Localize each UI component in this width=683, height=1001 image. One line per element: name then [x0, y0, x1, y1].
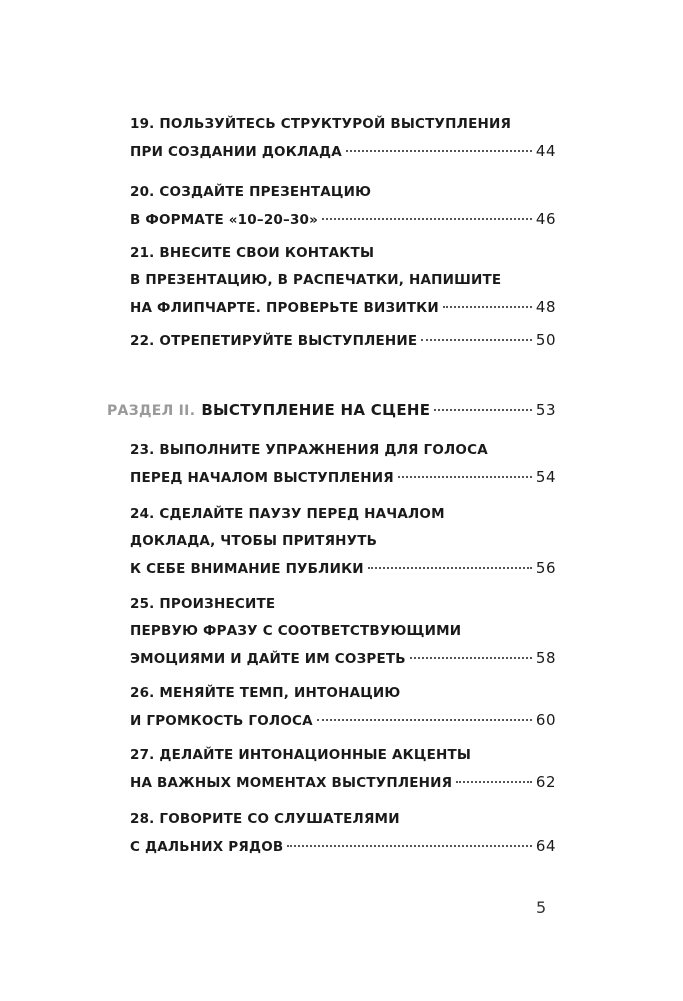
dot-leader — [443, 306, 532, 308]
dot-leader — [346, 150, 532, 152]
toc-entry-page-number: 44 — [535, 142, 556, 160]
toc-entry-last-line — [130, 327, 556, 354]
dot-leader — [456, 781, 532, 783]
toc-entry-title-line: ПЕРВУЮ ФРАЗУ С СООТВЕТСТВУЮЩИМИ — [130, 623, 462, 639]
toc-section-line — [107, 397, 556, 424]
toc-entry-last-line — [130, 555, 556, 582]
dot-leader — [421, 339, 532, 341]
section-label: РАЗДЕЛ II. — [107, 403, 196, 419]
toc-entry-page-number: 64 — [535, 837, 556, 855]
toc-entry-title-line: 26. МЕНЯЙТЕ ТЕМП, ИНТОНАЦИЮ — [130, 685, 401, 701]
toc-entry-page-number: 60 — [535, 711, 556, 729]
toc-entry-title-line: ПЕРЕД НАЧАЛОМ ВЫСТУПЛЕНИЯ — [130, 470, 394, 486]
toc-entry-page-number: 48 — [535, 298, 556, 316]
toc-entry-title-line: 22. ОТРЕПЕТИРУЙТЕ ВЫСТУПЛЕНИЕ — [130, 333, 418, 349]
toc-entry-title-line: 28. ГОВОРИТЕ СО СЛУШАТЕЛЯМИ — [130, 811, 400, 827]
toc-entry-title-line: С ДАЛЬНИХ РЯДОВ — [130, 839, 284, 855]
toc-entry-title-line: 24. СДЕЛАЙТЕ ПАУЗУ ПЕРЕД НАЧАЛОМ — [130, 506, 445, 522]
toc-entry — [130, 806, 556, 860]
toc-entry — [130, 111, 556, 165]
toc-entry-last-line — [130, 769, 556, 796]
toc-entry-title-line: ЭМОЦИЯМИ И ДАЙТЕ ИМ СОЗРЕТЬ — [130, 651, 406, 667]
toc-entry-page-number: 56 — [535, 559, 556, 577]
dot-leader — [368, 567, 532, 569]
section-page-number: 53 — [535, 401, 556, 419]
toc-entry-last-line — [130, 833, 556, 860]
toc-entry-last-line — [130, 206, 556, 233]
toc-entry-title-line: 19. ПОЛЬЗУЙТЕСЬ СТРУКТУРОЙ ВЫСТУПЛЕНИЯ — [130, 116, 512, 132]
toc-entry-title-line: 27. ДЕЛАЙТЕ ИНТОНАЦИОННЫЕ АКЦЕНТЫ — [130, 747, 472, 763]
toc-entry-page-number: 46 — [535, 210, 556, 228]
toc-entry — [130, 179, 556, 233]
toc-entry — [130, 680, 556, 734]
toc-entry — [130, 327, 556, 354]
toc-entry-title-line: НА ВАЖНЫХ МОМЕНТАХ ВЫСТУПЛЕНИЯ — [130, 775, 453, 791]
toc-entry-page-number: 50 — [535, 331, 556, 349]
toc-section-heading — [107, 397, 556, 424]
toc-entry — [130, 240, 556, 321]
dot-leader — [322, 218, 532, 220]
toc-entry-title-line: ПРИ СОЗДАНИИ ДОКЛАДА — [130, 144, 342, 160]
toc-entry — [130, 591, 556, 672]
toc-entry-title-line: 20. СОЗДАЙТЕ ПРЕЗЕНТАЦИЮ — [130, 184, 372, 200]
toc-entry-title-line: НА ФЛИПЧАРТЕ. ПРОВЕРЬТЕ ВИЗИТКИ — [130, 300, 439, 316]
toc-entry-last-line — [130, 464, 556, 491]
toc-entry-title-line: В ПРЕЗЕНТАЦИЮ, В РАСПЕЧАТКИ, НАПИШИТЕ — [130, 272, 502, 288]
toc-entry-title-line: И ГРОМКОСТЬ ГОЛОСА — [130, 713, 313, 729]
dot-leader — [398, 476, 532, 478]
toc-entry-title-line: 21. ВНЕСИТЕ СВОИ КОНТАКТЫ — [130, 245, 375, 261]
toc-entry-last-line — [130, 707, 556, 734]
toc-entry-title-line: 25. ПРОИЗНЕСИТЕ — [130, 596, 276, 612]
toc-entry-last-line — [130, 645, 556, 672]
section-title: ВЫСТУПЛЕНИЕ НА СЦЕНЕ — [201, 401, 431, 419]
toc-entry — [130, 437, 556, 491]
toc-entry — [130, 742, 556, 796]
toc-entry-title-line: В ФОРМАТЕ «10–20–30» — [130, 212, 319, 228]
toc-entry-page-number: 58 — [535, 649, 556, 667]
dot-leader — [434, 409, 532, 411]
toc-entry-title-line: К СЕБЕ ВНИМАНИЕ ПУБЛИКИ — [130, 561, 364, 577]
dot-leader — [317, 719, 532, 721]
toc-entry-title-line: 23. ВЫПОЛНИТЕ УПРАЖНЕНИЯ ДЛЯ ГОЛОСА — [130, 442, 488, 458]
page-number: 5 — [536, 898, 547, 917]
toc-entry-title-line: ДОКЛАДА, ЧТОБЫ ПРИТЯНУТЬ — [130, 533, 378, 549]
toc-entry-last-line — [130, 294, 556, 321]
dot-leader — [287, 845, 532, 847]
toc-entry-last-line — [130, 138, 556, 165]
dot-leader — [410, 657, 532, 659]
toc-entry-page-number: 62 — [535, 773, 556, 791]
toc-entry-page-number: 54 — [535, 468, 556, 486]
toc-entry — [130, 501, 556, 582]
